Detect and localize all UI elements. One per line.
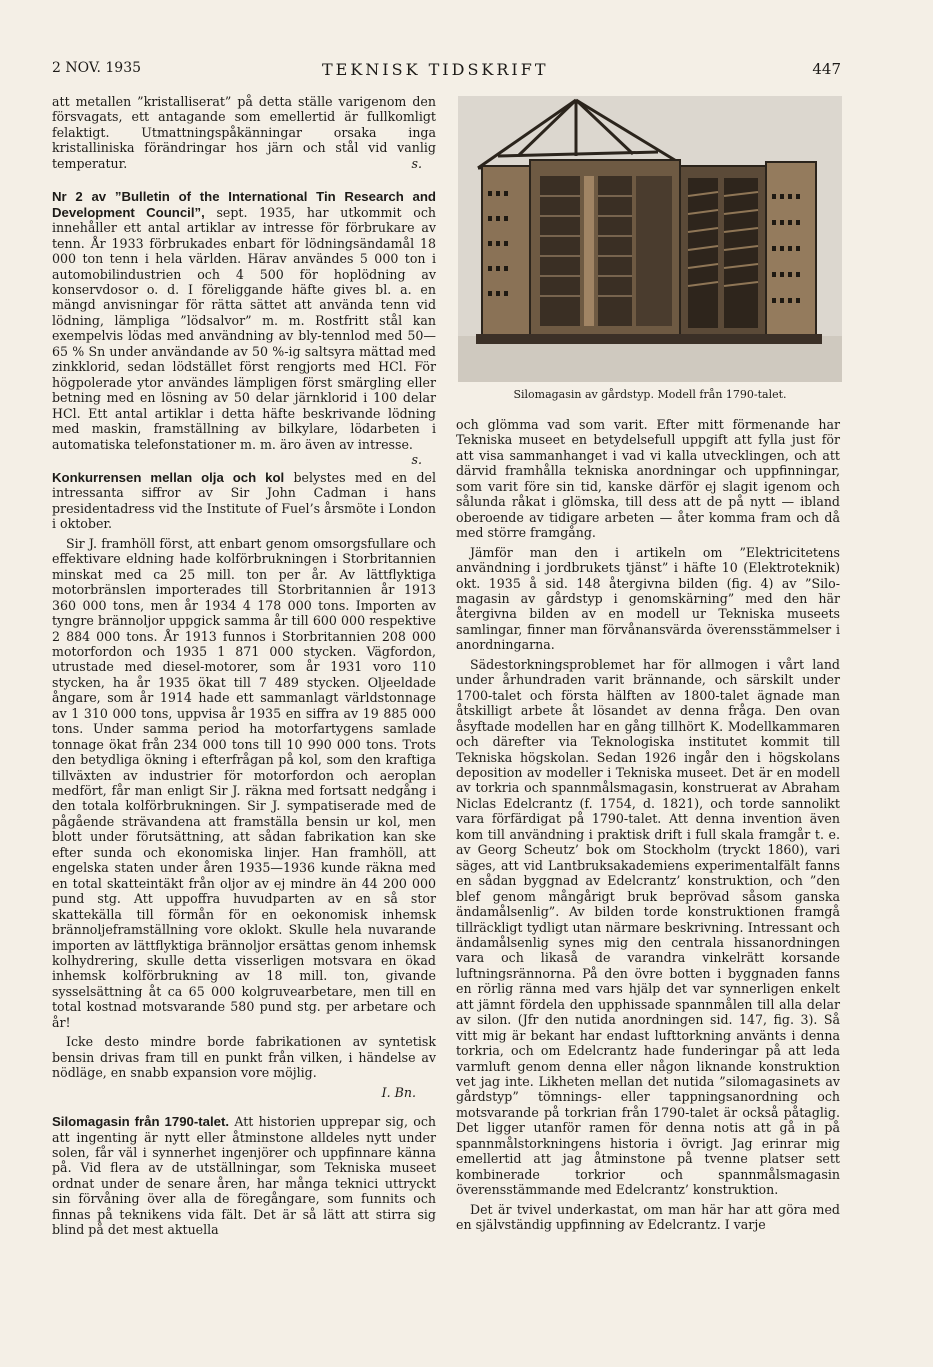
- signature: I. Bn.: [381, 1084, 416, 1100]
- left-column: [52, 94, 436, 1242]
- paragraph: Sädestorkningsproblemet har för allmogen i vårt land under århundraden varit brännande, och särskilt under 1700-talet och första hälften av 1800-talet ägnade man åtskilligt arbete åt lösandet av denna fråga. Den ovan åsyftade modellen har en gång tillhört K. Modellkammaren och därefter via Teknologiska institutet kommit till Tekniska högskolan. Sedan 1926 ingår den i högskolans deposition av modeller i Tekniska museet. Det är en modell av torkria och spannmålsmagasin, konstruerat av Abraham Niclas Edelcrantz (f. 1754, d. 1821), och torde sannolikt vara förfärdigat på 1790-talet. Att denna invention även kom till användning i praktisk drift i full skala framgår t. e. av Georg Scheutz’ bok om Stockholm (tryckt 1860), vari säges, att vid Lantbruksakademiens experimentalfält fanns en sådan byggnad av Edelcrantz’ konstruktion, och ”den blef genom mångårigt bruk beprövad såsom ganska ändamålsenlig”. Av bilden torde konstruktionen framgå tillräckligt tydligt utan närmare beskrivning. Intressant och ändamålsenlig synes mig den centrala hissanordningen vara och likaså de varandra vinkelrätt korsande luftningsrännorna. På den övre botten i byggnaden fanns en rörlig ränna med vars hjälp det var synnerligen enkelt att jämnt fördela den upphissade spannmålen till alla delar av silon. (Jfr den nutida anordningen sid. 147, fig. 3). Så vitt mig är bekant har endast lufttorkning använts i denna torkria, och om Edelcrantz hade funderingar på att leda varmluft genom denna eller någon liknande konstruktion vet jag inte. Likheten mellan det nutida ”silomagasinets av gårdstyp” tömnings- eller tappningsanordning och motsvarande på torkrian från 1790-talet är också påtaglig. Det ligger utanför ramen för denna notis att gå in på spannmålstorkningens historia i övrigt. Jag erinrar mig emellertid att jag åtminstone på tvenne platser sett kombinerade torkrior och spannmålsmagasin överensstämmande med Edelcrantz’ konstruktion.: [456, 656, 840, 1198]
- issue-date: 2 NOV. 1935: [52, 60, 142, 76]
- paragraph-text: sept. 1935, har utkommit och innehåller ett antal artiklar av intresse för förbrukare av tenn. År 1933 förbrukades enbart för lödningsändamål 18 000 ton tenn i hela världen. Härav användes 5 000 ton i automobilindustrien och 4 500 för hoplödning av konservdosor o. d. I föreliggande häfte gives bl. a. en mängd anvisningar för rätta sättet att använda tenn vid lödning, lämpliga ”lödsalvor” m. m. Rostfritt stål kan exempelvis lödas med användning av bly-tennlod med 50—65 % Sn under användande av 50 %-ig saltsyra mättad med zinkklorid, sedan lödstället först rengjorts med HCl. För högpolerade ytor användes lämpligen först smärgling eller betning med en lösning av 50 delar järnklorid i 100 delar HCl. Ett antal artiklar i detta häfte beskrivande lödning med maskin, framställning av bilkylare, lödarbeten i automatiska telefonstationer m. m. äro även av intresse.: [52, 204, 436, 452]
- article-heading: Nr 2 av ”Bulletin of the International Tin Research and Development Council”,: [52, 189, 436, 220]
- article-continuation: [52, 94, 436, 171]
- paragraph: och glömma vad som varit. Efter mitt förmenande har Tekniska museet en betydelsefull uppgift att fylla just för att visa sammanhanget i vad vi kalla utvecklingen, och att därvid framhålla tekniska anordningar och uppfinningar, som varit före sin tid, kanske därför ej slagit igenom och sålunda råkat i glömska, till dess att de på nytt — ibland oberoende av tidigare arbeten — åter komma fram och då med större framgång.: [456, 417, 840, 541]
- article-heading: Silomagasin från 1790-talet.: [52, 1114, 230, 1130]
- right-column: [456, 417, 840, 1237]
- paragraph-text: Att historien upprepar sig, och att ingenting är nytt eller åtminstone alldeles nytt under solen, får väl i synnerhet ingenjörer och uppfinnare känna på. Vid flera av de utställningar, som Tekniska museet ordnat under de senare åren, har många teknici uttryckt sin förvåning över alla de föregångare, som funnits och finnas på teknikens vida fält. Det är så lätt att stirra sig blind på det mest aktuella: [52, 1114, 436, 1238]
- paragraph-text: belystes med en del intressanta siffror av Sir John Cadman i hans presidentadress vid the Institute of Fuel’s årsmöte i London i oktober.: [52, 469, 436, 532]
- signature: s.: [411, 451, 422, 467]
- paragraph: Icke desto mindre borde fabrikationen av syntetisk bensin drivas fram till en punkt från vilken, i händelse av nödläge, en snabb expansion vore möjlig.: [52, 1034, 436, 1081]
- paragraph: Det är tvivel underkastat, om man här har att göra med en självständig uppfinning av Edelcrantz. I varje: [456, 1201, 840, 1233]
- paragraph: Sir J. framhöll först, att enbart genom omsorgsfullare och effektivare eldning hade kolförbrukningen i Storbritannien minskat med ca 25 mill. ton per år. Av lättflyktiga motorbränslen importerades till Storbritannien år 1913 360 000 tons, men år 1934 4 178 000 tons. Importen av tyngre brännoljor uppgick samma år till 600 000 respektive 2 884 000 tons. År 1913 funnos i Storbritannien 208 000 motorfordon och 1935 1 871 000 stycken. Vägfordon, utrustade med diesel-motorer, som år 1931 voro 110 stycken, ha år 1935 ökat till 7 489 stycken. Oljeeldade ångare, som år 1914 hade ett sammanlagt världstonnage av 1 310 000 tons, uppvisa år 1935 en siffra av 19 885 000 tons. Under samma period ha motorfartygens samlade tonnage ökat från 234 000 tons till 10 990 000 tons. Trots den betydliga ökning i efterfrågan på kol, som den kraftiga tillväxten av industrier för motorfordon och aeroplan medfört, får man enligt Sir J. räkna med fortsatt nedgång i den totala kolförbrukningen. Sir J. sympatiserade med de pågående strävandena att framställa bensin ur kol, men blott under förutsättning, att sådan fabrikation kan ske efter sunda och ekonomiska linjer. Han framhöll, att engelska staten under åren 1935—1936 kunde räkna med en total skatteintäkt från oljor av ej mindre än 44 200 000 pund stg. Att uppoffra huvudparten av en så stor skattekälla till förmån för en oekonomisk inhemsk brännoljeframställning vore oklokt. Skulle hela nuvarande importen av lättflyktiga brännoljor ersättas genom inhemsk kolhydrering, skulle detta visserligen motsvara en ökad inhemsk kolförbrukning av 18 mill. ton, givande sysselsättning åt ca 65 000 kolgruvearbetare, men till en total kostnad motsvarande 580 pund stg. per arbetare och år!: [52, 535, 436, 1030]
- page-number: 447: [812, 60, 841, 78]
- figure-caption: Silomagasin av gårdstyp. Modell från 1790-talet.: [513, 388, 787, 401]
- paragraph-text: att metallen ”kristalliserat” på detta ställe varigenom den försvagats, ett antagande som emellertid är fullkomligt felaktigt. Utmattningspåkänningar orsaka inga kristalliniska förändringar hos järn och stål vid vanlig temperatur.: [52, 94, 436, 171]
- silo-model-photo: [458, 96, 842, 382]
- journal-title: TEKNISK TIDSKRIFT: [322, 60, 549, 79]
- silo-illustration: [458, 96, 842, 382]
- signature: s.: [411, 155, 422, 171]
- paragraph: Jämför man den i artikeln om ”Elektricitetens användning i jordbrukets tjänst” i häfte 10 (Elektroteknik) okt. 1935 å sid. 148 återgivna bilden (fig. 4) av ”Silo-magasin av gårdstyp i genomskärning” med den här återgivna bilden av en modell ur Tekniska museets samlingar, finner man förvånansvärda överensstämmelser i anordningarna.: [456, 544, 840, 653]
- article-heading: Konkurrensen mellan olja och kol: [52, 469, 285, 485]
